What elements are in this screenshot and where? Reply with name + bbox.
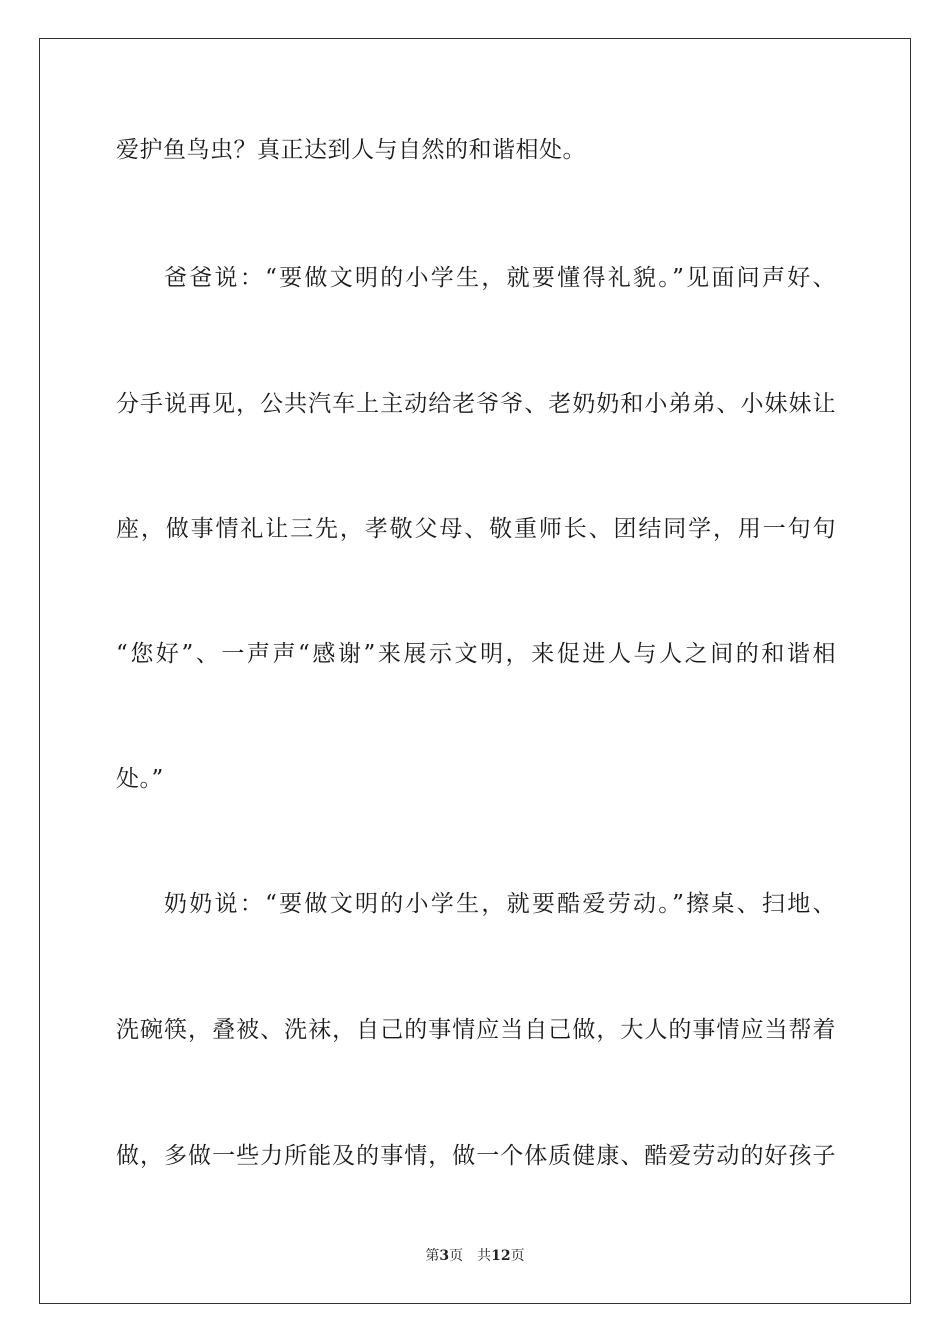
text-line-7: 奶奶说：“要做文明的小学生，就要酷爱劳动。”擦桌、扫地、 <box>164 891 836 917</box>
text-line-6: 处。” <box>116 766 164 792</box>
page-footer <box>0 1246 950 1266</box>
text-line-8: 洗碗筷，叠被、洗袜，自己的事情应当自己做，大人的事情应当帮着 <box>116 1017 836 1043</box>
page-current: 3 <box>439 1248 450 1264</box>
text-line-1: 爱护鱼鸟虫？真正达到人与自然的和谐相处。 <box>116 137 586 163</box>
text-line-4: 座，做事情礼让三先，孝敬父母、敬重师长、团结同学，用一句句 <box>116 516 836 542</box>
text-line-3: 分手说再见，公共汽车上主动给老爷爷、老奶奶和小弟弟、小妹妹让 <box>116 391 836 417</box>
total-prefix: 共 <box>477 1248 492 1264</box>
page-prefix: 第 <box>425 1248 440 1264</box>
text-line-5: “您好”、一声声“感谢”来展示文明，来促进人与人之间的和谐相 <box>116 641 836 667</box>
text-line-2: 爸爸说：“要做文明的小学生，就要懂得礼貌。”见面问声好、 <box>164 265 836 291</box>
page-suffix: 页 <box>449 1248 464 1264</box>
total-suffix: 页 <box>510 1248 525 1264</box>
page-total: 12 <box>491 1248 511 1264</box>
text-line-9: 做，多做一些力所能及的事情，做一个体质健康、酷爱劳动的好孩子 <box>116 1143 836 1169</box>
